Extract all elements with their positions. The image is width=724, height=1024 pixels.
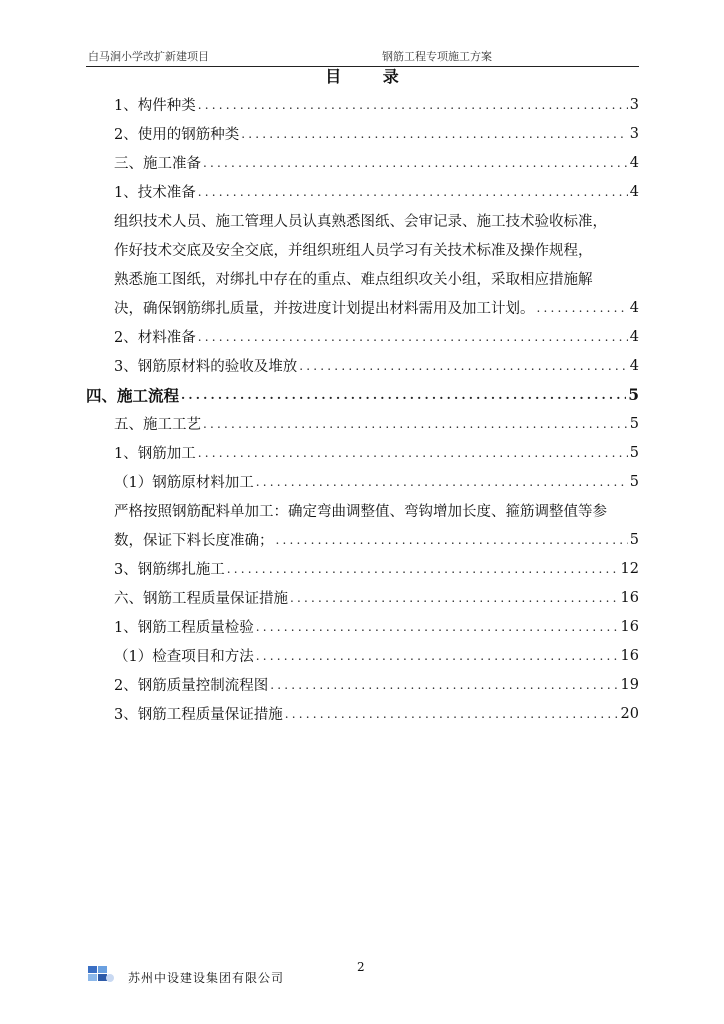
toc-entry-page: 5 <box>629 444 639 461</box>
toc-entry-label: 2、使用的钢筋种类 <box>114 127 240 143</box>
toc-entry-label: 决，确保钢筋绑扎质量，并按进度计划提出材料需用及加工计划。 <box>114 301 535 317</box>
toc-entry-label: 六、钢筋工程质量保证措施 <box>114 591 288 607</box>
toc-entry-page: 16 <box>620 589 639 606</box>
toc-entry-label: （1）检查项目和方法 <box>114 649 254 665</box>
toc-entry[interactable] <box>86 612 639 641</box>
toc-entry-page: 19 <box>620 676 639 693</box>
toc-entry-label: 组织技术人员、施工管理人员认真熟悉图纸、会审记录、施工技术验收标准， <box>114 214 607 230</box>
toc-entry[interactable] <box>86 177 639 206</box>
toc-entry-label: 严格按照钢筋配料单加工：确定弯曲调整值、弯钩增加长度、箍筋调整值等参 <box>114 504 607 520</box>
table-of-contents <box>86 90 639 728</box>
toc-entry-page: 20 <box>620 705 639 722</box>
toc-entry[interactable] <box>86 380 639 409</box>
toc-entry-page: 5 <box>629 531 639 548</box>
toc-entry[interactable] <box>86 148 639 177</box>
toc-dot-leader <box>227 562 619 576</box>
toc-dot-leader <box>241 127 628 141</box>
toc-entry-label: 三、施工准备 <box>114 156 201 172</box>
toc-dot-leader <box>198 330 628 344</box>
toc-entry[interactable] <box>86 409 639 438</box>
toc-entry[interactable] <box>86 351 639 380</box>
toc-entry-label: 数，保证下料长度准确； <box>114 533 274 549</box>
toc-dot-leader <box>198 446 628 460</box>
toc-entry[interactable] <box>86 322 639 351</box>
toc-entry-label: 1、构件种类 <box>114 98 196 114</box>
toc-entry-label: 作好技术交底及安全交底，并组织班组人员学习有关技术标准及操作规程， <box>114 243 593 259</box>
toc-entry <box>86 206 639 235</box>
toc-dot-leader <box>537 301 628 315</box>
toc-entry <box>86 235 639 264</box>
toc-dot-leader <box>198 185 628 199</box>
toc-entry[interactable] <box>86 525 639 554</box>
toc-entry-label: 3、钢筋绑扎施工 <box>114 562 225 578</box>
toc-entry-label: 3、钢筋原材料的验收及堆放 <box>114 359 298 375</box>
toc-entry-label: 1、技术准备 <box>114 185 196 201</box>
toc-entry-page: 12 <box>620 560 639 577</box>
toc-entry-page: 5 <box>629 415 639 432</box>
toc-dot-leader <box>290 591 619 605</box>
toc-dot-leader <box>203 156 628 170</box>
toc-entry-label: 1、钢筋加工 <box>114 446 196 462</box>
toc-dot-leader <box>285 707 619 721</box>
toc-entry-label: 五、施工工艺 <box>114 417 201 433</box>
toc-entry[interactable] <box>86 699 639 728</box>
toc-entry-label: 3、钢筋工程质量保证措施 <box>114 707 283 723</box>
toc-entry-page: 16 <box>620 618 639 635</box>
toc-entry-page: 4 <box>629 183 639 200</box>
toc-entry-page: 3 <box>629 96 639 113</box>
toc-entry[interactable] <box>86 554 639 583</box>
toc-entry-label: （1）钢筋原材料加工 <box>114 475 254 491</box>
toc-dot-leader <box>276 533 628 547</box>
toc-entry-page: 16 <box>620 647 639 664</box>
toc-entry-page: 4 <box>629 357 639 374</box>
toc-dot-leader <box>256 620 619 634</box>
toc-entry-label: 熟悉施工图纸，对绑扎中存在的重点、难点组织攻关小组，采取相应措施解 <box>114 272 593 288</box>
toc-entry-page: 4 <box>629 328 639 345</box>
toc-entry-label: 2、钢筋质量控制流程图 <box>114 678 269 694</box>
toc-title: 目 录 <box>325 67 417 86</box>
project-name: 白马涧小学改扩新建项目 <box>88 50 209 63</box>
toc-dot-leader <box>270 678 618 692</box>
toc-entry-page: 4 <box>629 299 639 316</box>
toc-entry-label: 1、钢筋工程质量检验 <box>114 620 254 636</box>
toc-entry[interactable] <box>86 467 639 496</box>
toc-entry[interactable] <box>86 293 639 322</box>
toc-entry-page: 5 <box>628 385 639 404</box>
toc-entry <box>86 496 639 525</box>
toc-entry <box>86 264 639 293</box>
toc-entry[interactable] <box>86 583 639 612</box>
toc-entry-page: 3 <box>629 125 639 142</box>
document-title: 钢筋工程专项施工方案 <box>382 50 492 63</box>
toc-dot-leader <box>256 649 619 663</box>
toc-entry[interactable] <box>86 90 639 119</box>
toc-dot-leader <box>198 98 628 112</box>
toc-entry[interactable] <box>86 670 639 699</box>
toc-entry-label: 2、材料准备 <box>114 330 196 346</box>
toc-dot-leader <box>181 388 626 402</box>
toc-entry[interactable] <box>86 438 639 467</box>
toc-dot-leader <box>256 475 628 489</box>
toc-entry-label: 四、施工流程 <box>86 385 180 405</box>
toc-entry[interactable] <box>86 119 639 148</box>
company-logo-icon <box>87 964 115 984</box>
toc-dot-leader <box>299 359 628 373</box>
toc-entry[interactable] <box>86 641 639 670</box>
toc-entry-page: 5 <box>629 473 639 490</box>
company-name: 苏州中设建设集团有限公司 <box>128 971 285 985</box>
page-number: 2 <box>357 960 365 974</box>
toc-entry-page: 4 <box>629 154 639 171</box>
toc-dot-leader <box>203 417 628 431</box>
